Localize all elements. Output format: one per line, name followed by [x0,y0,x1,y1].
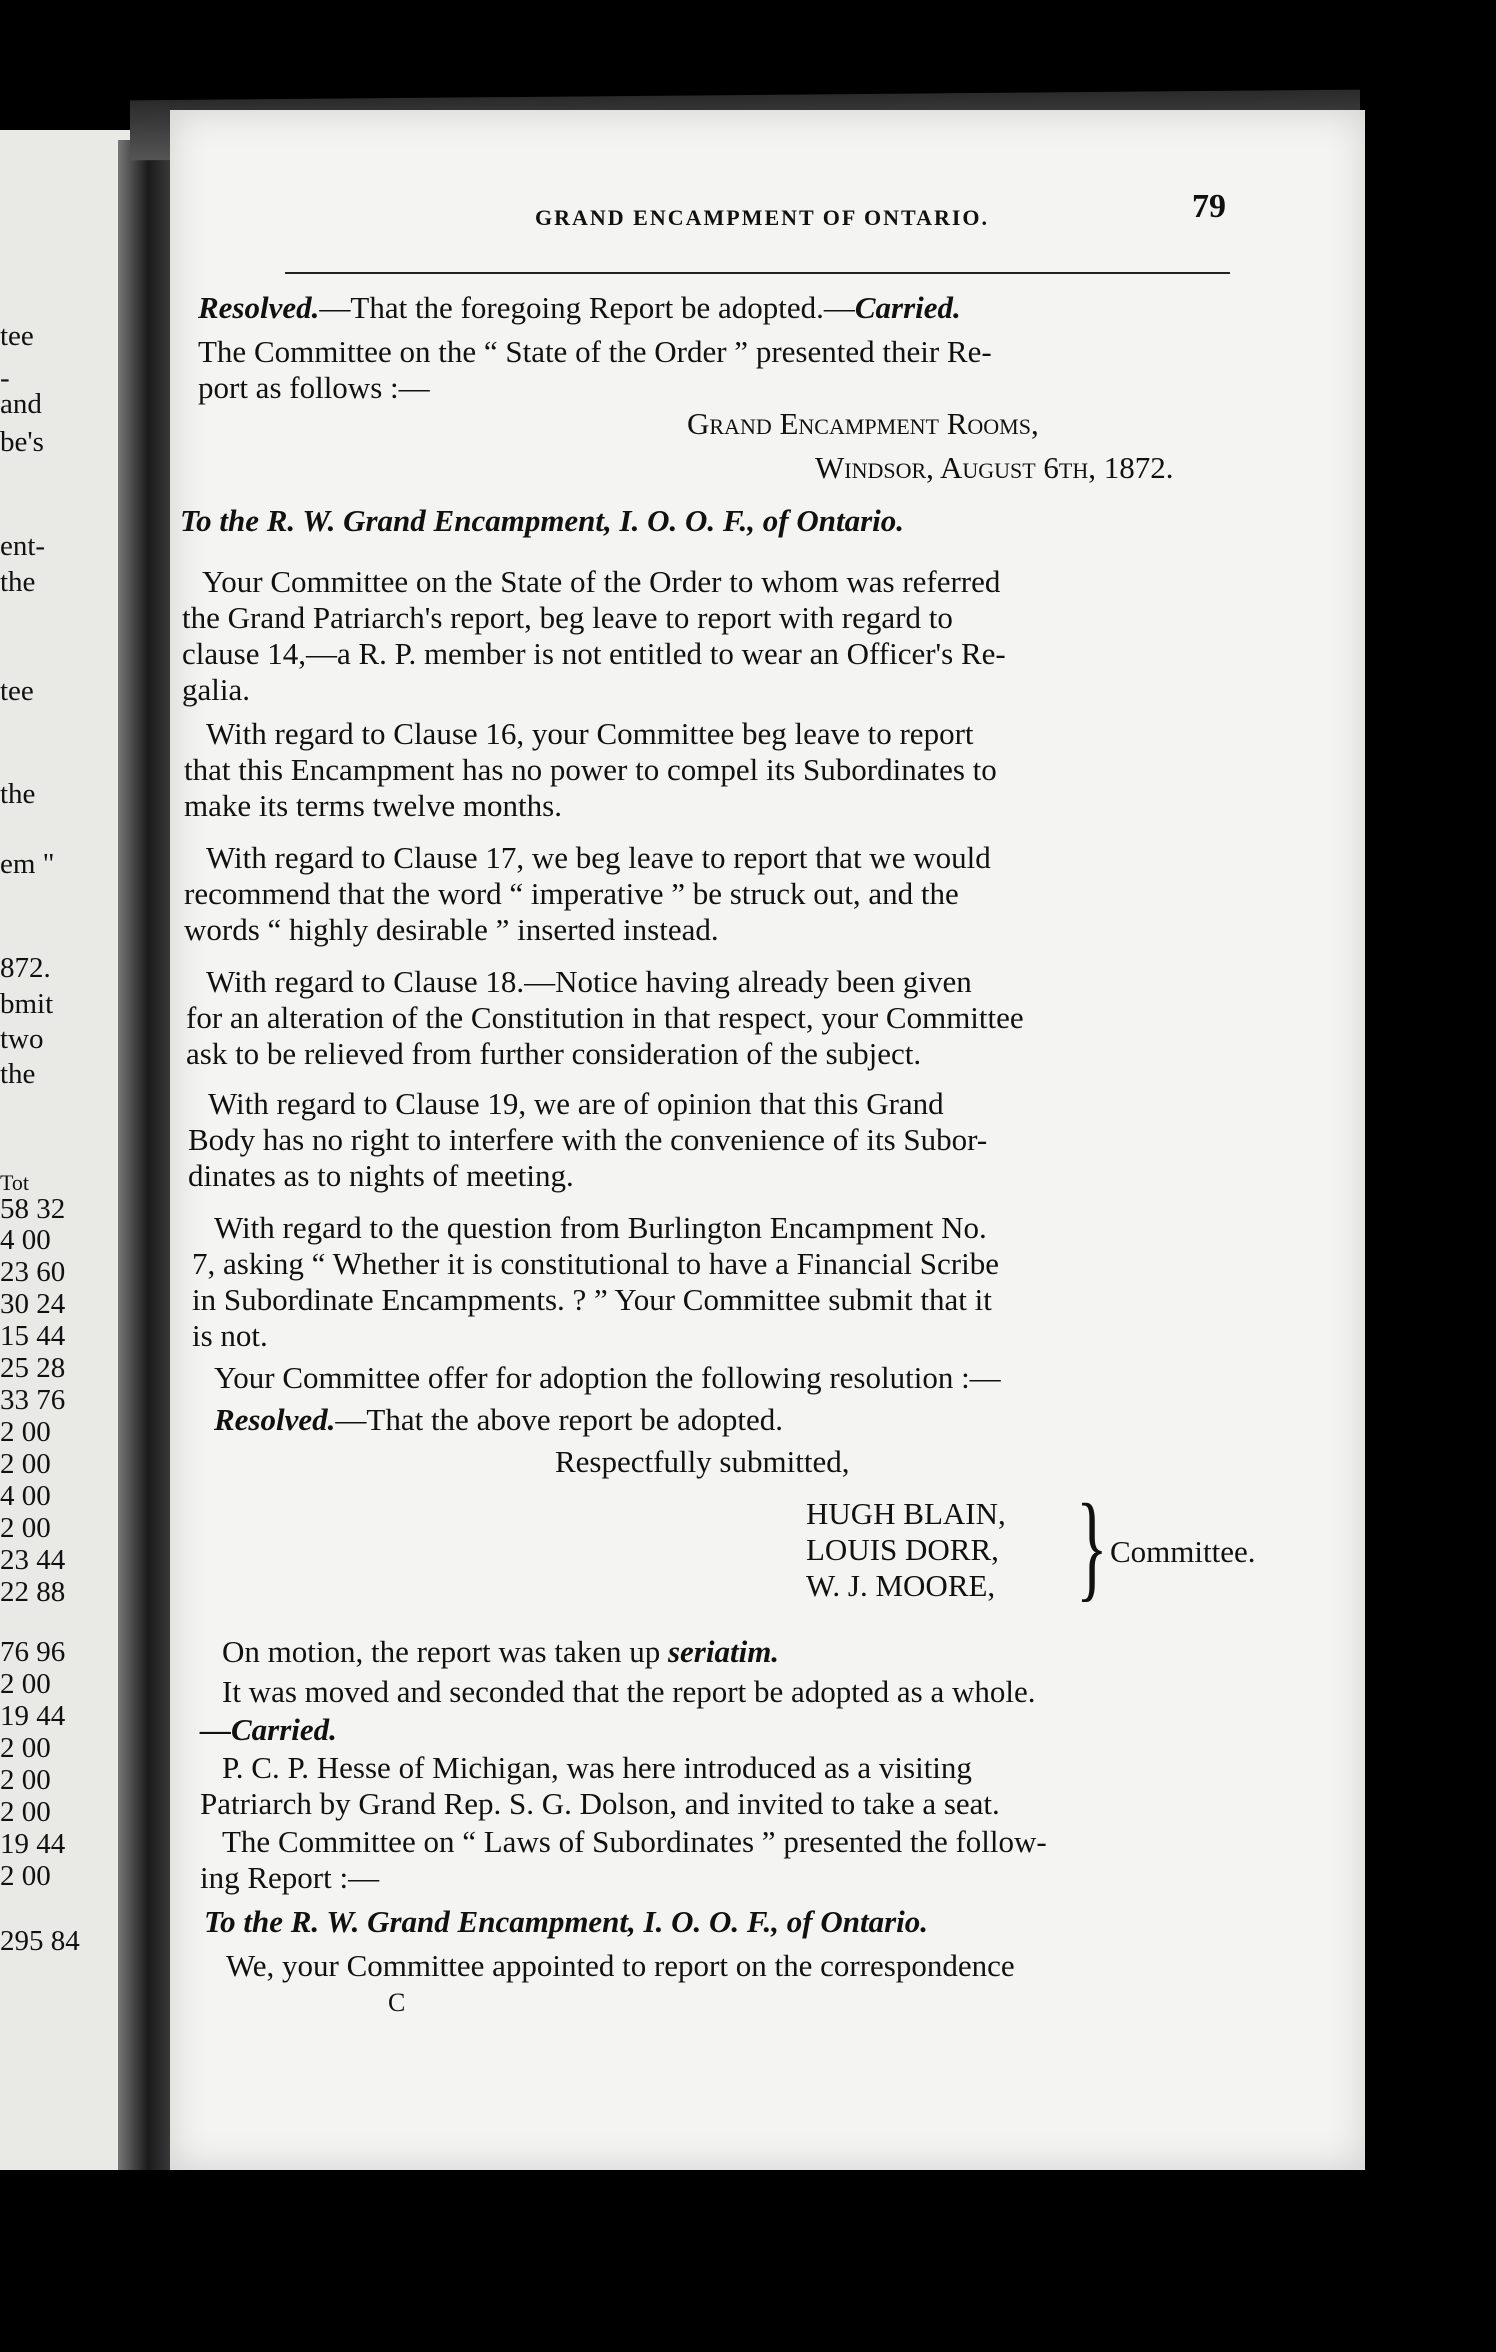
signer-name: LOUIS DORR, [806,1532,999,1567]
paragraph-line: the Grand Patriarch's report, beg leave to report with regard to [182,600,953,635]
signer-name: HUGH BLAIN, [806,1496,1006,1531]
paragraph-line: in Subordinate Encampments. ? ” Your Committee submit that it [192,1282,992,1317]
left-fragment: 4 00 [0,1224,51,1256]
rooms-heading: Grand Encampment Rooms, [687,406,1039,441]
left-fragment: tee [0,675,34,707]
carried-line: —Carried. [200,1712,337,1747]
left-fragment: Tot [0,1170,30,1195]
paragraph-line: for an alteration of the Constitution in that respect, your Committee [186,1000,1024,1035]
motion-text: On motion, the report was taken up [222,1634,668,1669]
paragraph-line: With regard to Clause 19, we are of opinion that this Grand [208,1086,944,1121]
resolved-text: —That the above report be adopted. [335,1402,783,1437]
left-fragment: 2 00 [0,1732,51,1764]
left-fragment: 4 00 [0,1480,51,1512]
paragraph-line: recommend that the word “ imperative ” be struck out, and the [184,876,959,911]
left-fragment: the [0,566,36,598]
laws-line: The Committee on “ Laws of Subordinates ” presented the follow- [222,1824,1047,1859]
paragraph-line: With regard to the question from Burlington Encampment No. [214,1210,987,1245]
carried-label: Carried. [854,290,961,325]
left-fragment: 2 00 [0,1416,51,1448]
resolved-line-2 [214,1404,783,1435]
motion-line [222,1636,779,1667]
body-line: port as follows :— [198,370,430,405]
paragraph-line: clause 14,—a R. P. member is not entitled to wear an Officer's Re- [182,636,1006,671]
left-fragment: two [0,1023,44,1055]
left-fragment: em " [0,848,55,880]
left-fragment: 19 44 [0,1700,66,1732]
resolved-text: —That the foregoing Report be adopted.— [319,290,855,325]
resolved-line [198,292,961,323]
paragraph-line: Your Committee on the State of the Order to whom was referred [202,564,1001,599]
paragraph-line: galia. [182,672,250,707]
left-fragment: 2 00 [0,1668,51,1700]
left-fragment: 295 84 [0,1925,80,1957]
hesse-line: Patriarch by Grand Rep. S. G. Dolson, and invited to take a seat. [200,1786,1000,1821]
right-page [170,110,1365,2170]
signer-name: W. J. MOORE, [806,1568,996,1603]
paragraph-line: With regard to Clause 16, your Committee beg leave to report [206,716,974,751]
paragraph-line: Body has no right to interfere with the convenience of its Subor- [188,1122,988,1157]
hesse-line: P. C. P. Hesse of Michigan, was here introduced as a visiting [222,1750,972,1785]
left-fragment: the [0,778,36,810]
committee-label: Committee. [1110,1534,1256,1569]
paragraph-line: is not. [192,1318,268,1353]
left-fragment: ent- [0,530,46,562]
left-fragment: the [0,1058,36,1090]
paragraph-line: dinates as to nights of meeting. [188,1158,574,1193]
left-fragment: 15 44 [0,1320,66,1352]
left-fragment: 22 88 [0,1576,66,1608]
last-line: We, your Committee appointed to report on the correspondence [226,1948,1015,1983]
left-fragment: 2 00 [0,1512,51,1544]
left-fragment: 33 76 [0,1384,66,1416]
address-line-2: To the R. W. Grand Encampment, I. O. O. F., of Ontario. [204,1904,929,1939]
motion-italic: seriatim. [667,1634,780,1669]
resolved-label: Resolved. [198,290,320,325]
left-fragment: 30 24 [0,1288,66,1320]
left-fragment: 872. [0,952,51,984]
left-fragment: tee [0,320,34,352]
left-fragment: 58 32 [0,1193,66,1225]
laws-line: ing Report :— [200,1860,380,1895]
left-fragment: - [0,362,10,394]
respectfully-submitted: Respectfully submitted, [555,1444,850,1479]
book-gutter [118,140,178,2180]
paragraph-line: make its terms twelve months. [184,788,562,823]
paragraph-line: 7, asking “ Whether it is constitutional to have a Financial Scribe [192,1246,999,1281]
left-page-fragment [0,130,130,2210]
left-fragment: 76 96 [0,1636,66,1668]
paragraph-line: With regard to Clause 18.—Notice having already been given [206,964,972,999]
bottom-black-area [0,2170,1496,2352]
left-fragment: 2 00 [0,1764,51,1796]
left-fragment: 2 00 [0,1448,51,1480]
left-fragment: 23 44 [0,1544,66,1576]
left-fragment: and [0,388,42,420]
left-fragment: 23 60 [0,1256,66,1288]
signature-mark: C [388,1988,406,2017]
paragraph-line: that this Encampment has no power to compel its Subordinates to [184,752,997,787]
left-fragment: 2 00 [0,1860,51,1892]
offer-line: Your Committee offer for adoption the following resolution :— [214,1360,1001,1395]
paragraph-line: ask to be relieved from further consideration of the subject. [186,1036,922,1071]
body-line: The Committee on the “ State of the Order ” presented their Re- [198,334,992,369]
brace-icon: } [1076,1479,1108,1612]
left-fragment: 2 00 [0,1796,51,1828]
paragraph-line: With regard to Clause 17, we beg leave to report that we would [206,840,991,875]
left-fragment: be's [0,426,44,458]
header-rule [285,272,1230,274]
page-number: 79 [1192,188,1226,225]
address-line: To the R. W. Grand Encampment, I. O. O. F., of Ontario. [180,503,905,538]
place-date: Windsor, August 6th, 1872. [815,450,1174,485]
left-fragment: 25 28 [0,1352,66,1384]
moved-line: It was moved and seconded that the report be adopted as a whole. [222,1674,1036,1709]
running-head: GRAND ENCAMPMENT OF ONTARIO. [535,205,990,230]
resolved-label: Resolved. [214,1402,336,1437]
left-fragment: bmit [0,988,54,1020]
left-fragment: 19 44 [0,1828,66,1860]
paragraph-line: words “ highly desirable ” inserted instead. [184,912,719,947]
